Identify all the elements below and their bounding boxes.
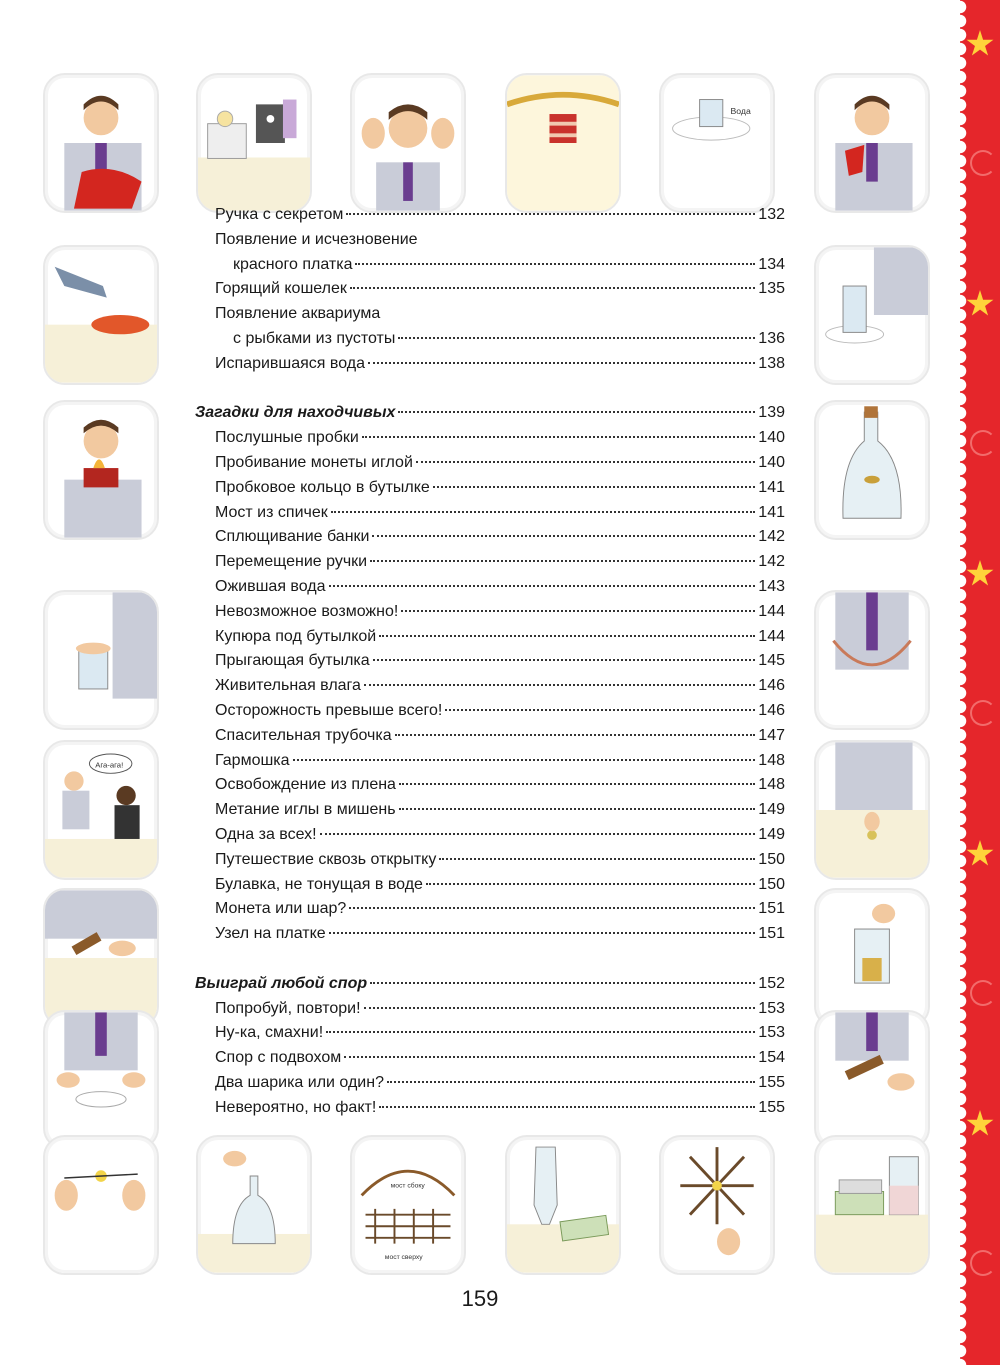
toc-gap xyxy=(195,377,785,402)
toc-leader-dots xyxy=(362,436,755,438)
toc-entry[interactable] xyxy=(195,426,785,451)
illustration-hands-man xyxy=(350,73,466,213)
toc-entry-title: Невозможное возможно! xyxy=(215,602,399,620)
table-of-contents xyxy=(195,203,785,1120)
toc-entry-title: Одна за всех! xyxy=(215,825,317,843)
toc-entry[interactable] xyxy=(195,277,785,302)
toc-entry[interactable] xyxy=(195,550,785,575)
illustration-pouring-pan xyxy=(43,245,159,385)
toc-entry-title: Осторожность превыше всего! xyxy=(215,701,443,719)
toc-entry-page: 140 xyxy=(758,429,785,447)
toc-leader-dots xyxy=(370,560,755,562)
toc-entry-title: Попробуй, повтори! xyxy=(215,999,361,1017)
toc-entry-title: Испарившаяся вода xyxy=(215,354,366,372)
toc-entry[interactable] xyxy=(195,1021,785,1046)
illustration-conversation xyxy=(43,740,159,880)
toc-entry-title: Горящий кошелек xyxy=(215,280,347,298)
illustration-glass-on-doily xyxy=(659,73,775,213)
toc-entry-page: 141 xyxy=(758,478,785,496)
label-speech: Ага-ага! xyxy=(95,760,124,770)
toc-entry[interactable] xyxy=(195,302,785,327)
toc-entry-title: Купюра под бутылкой xyxy=(215,627,377,645)
toc-entry-page: 150 xyxy=(758,850,785,868)
illustration-match-star xyxy=(659,1135,775,1275)
label-bridge-top: мост сверху xyxy=(384,1254,423,1262)
toc-entry[interactable] xyxy=(195,649,785,674)
toc-entry-page: 145 xyxy=(758,652,785,670)
toc-entry-page: 144 xyxy=(758,602,785,620)
toc-entry-page: 155 xyxy=(758,1098,785,1116)
toc-gap xyxy=(195,947,785,972)
toc-leader-dots xyxy=(331,511,756,513)
toc-entry-page: 143 xyxy=(758,577,785,595)
toc-leader-dots xyxy=(399,808,756,810)
toc-entry-title: Невероятно, но факт! xyxy=(215,1098,377,1116)
illustration-coins-glass xyxy=(814,888,930,1028)
toc-entry[interactable] xyxy=(195,1096,785,1121)
toc-section[interactable] xyxy=(195,401,785,426)
toc-leader-dots xyxy=(445,709,755,711)
toc-entry-page: 151 xyxy=(758,900,785,918)
toc-entry-title: Два шарика или один? xyxy=(215,1073,384,1091)
toc-entry-page: 142 xyxy=(758,553,785,571)
toc-entry[interactable] xyxy=(195,798,785,823)
toc-entry-title: Монета или шар? xyxy=(215,900,347,918)
illustration-bottle-cork xyxy=(814,400,930,540)
toc-leader-dots xyxy=(395,734,756,736)
toc-entry[interactable] xyxy=(195,922,785,947)
toc-leader-dots xyxy=(344,1056,755,1058)
toc-entry-title: Перемещение ручки xyxy=(215,553,368,571)
toc-entry-page: 147 xyxy=(758,726,785,744)
illustration-coin-table xyxy=(814,740,930,880)
toc-entry-title: Ну-ка, смахни! xyxy=(215,1024,324,1042)
toc-entry-title: Гармошка xyxy=(215,751,290,769)
toc-entry-title: Сплющивание банки xyxy=(215,528,370,546)
toc-entry-page: 150 xyxy=(758,875,785,893)
page-number: 159 xyxy=(461,1286,499,1311)
toc-leader-dots xyxy=(364,684,755,686)
toc-leader-dots xyxy=(387,1081,755,1083)
toc-entry-title: Пробивание монеты иглой xyxy=(215,453,413,471)
toc-entry-title: Послушные пробки xyxy=(215,429,359,447)
toc-leader-dots xyxy=(426,883,755,885)
toc-entry[interactable] xyxy=(195,1046,785,1071)
toc-leader-dots xyxy=(433,486,755,488)
toc-leader-dots xyxy=(349,907,755,909)
toc-entry-title: Загадки для находчивых xyxy=(195,404,396,422)
illustration-glass-banknotes xyxy=(814,1135,930,1275)
toc-leader-dots xyxy=(372,535,755,537)
toc-leader-dots xyxy=(346,213,755,215)
toc-leader-dots xyxy=(329,585,756,587)
toc-leader-dots xyxy=(293,759,756,761)
toc-entry[interactable] xyxy=(195,848,785,873)
toc-entry[interactable] xyxy=(195,228,785,253)
toc-entry[interactable] xyxy=(195,575,785,600)
toc-leader-dots xyxy=(320,833,756,835)
toc-entry-page: 134 xyxy=(758,255,785,273)
toc-entry-page: 141 xyxy=(758,503,785,521)
label-water: Вода xyxy=(730,106,751,117)
toc-entry[interactable] xyxy=(195,451,785,476)
toc-leader-dots xyxy=(399,783,755,785)
toc-entry[interactable] xyxy=(195,674,785,699)
decorative-side-border xyxy=(960,0,1000,1365)
toc-entry-page: 139 xyxy=(758,404,785,422)
illustration-corks-ring xyxy=(505,73,621,213)
toc-entry[interactable] xyxy=(195,997,785,1022)
toc-leader-dots xyxy=(326,1031,755,1033)
toc-entry-page: 153 xyxy=(758,999,785,1017)
toc-entry-page: 146 xyxy=(758,701,785,719)
toc-entry-title: Пробковое кольцо в бутылке xyxy=(215,478,430,496)
toc-entry[interactable] xyxy=(195,327,785,352)
toc-entry-page: 153 xyxy=(758,1024,785,1042)
toc-entry-title: Выиграй любой спор xyxy=(195,974,368,992)
illustration-scarf-man-right xyxy=(814,73,930,213)
illustration-rope-hands xyxy=(814,590,930,730)
toc-entry-page: 154 xyxy=(758,1049,785,1067)
toc-entry[interactable] xyxy=(195,501,785,526)
toc-entry-page: 142 xyxy=(758,528,785,546)
illustration-aquarium-box xyxy=(196,73,312,213)
label-bridge-side: мост сбоку xyxy=(390,1182,425,1190)
toc-entry-title: Спор с подвохом xyxy=(215,1049,342,1067)
toc-entry-title: с рыбками из пустоты xyxy=(233,329,396,347)
illustration-scarf-man xyxy=(43,73,159,213)
toc-entry[interactable] xyxy=(195,525,785,550)
toc-section[interactable] xyxy=(195,972,785,997)
toc-entry-title: Спасительная трубочка xyxy=(215,726,392,744)
toc-entry-page: 149 xyxy=(758,825,785,843)
toc-leader-dots xyxy=(350,287,755,289)
toc-entry-title: Булавка, не тонущая в воде xyxy=(215,875,423,893)
toc-entry-page: 138 xyxy=(758,354,785,372)
illustration-match-bridge xyxy=(350,1135,466,1275)
illustration-hands-candle xyxy=(43,1010,159,1150)
toc-entry[interactable] xyxy=(195,724,785,749)
toc-leader-dots xyxy=(370,982,755,984)
toc-leader-dots xyxy=(368,362,755,364)
toc-entry-title: Ручка с секретом xyxy=(215,206,344,223)
toc-leader-dots xyxy=(439,858,755,860)
toc-leader-dots xyxy=(379,635,755,637)
toc-entry[interactable] xyxy=(195,476,785,501)
toc-entry-page: 148 xyxy=(758,776,785,794)
toc-entry-title: Путешествие сквозь открытку xyxy=(215,850,437,868)
toc-entry-title: Узел на платке xyxy=(215,925,326,943)
toc-entry-title: Ожившая вода xyxy=(215,577,326,595)
toc-leader-dots xyxy=(373,659,756,661)
illustration-glass-hands xyxy=(43,590,159,730)
toc-entry-title: Прыгающая бутылка xyxy=(215,652,370,670)
toc-leader-dots xyxy=(416,461,755,463)
toc-leader-dots xyxy=(355,263,755,265)
illustration-two-balls xyxy=(43,1135,159,1275)
illustration-burning-wallet xyxy=(43,400,159,540)
toc-entry-page: 155 xyxy=(758,1073,785,1091)
toc-entry[interactable] xyxy=(195,352,785,377)
toc-entry-title: Появление аквариума xyxy=(215,305,381,323)
toc-entry[interactable] xyxy=(195,600,785,625)
toc-entry-page: 148 xyxy=(758,751,785,769)
toc-entry-page: 152 xyxy=(758,974,785,992)
toc-entry[interactable] xyxy=(195,873,785,898)
toc-entry[interactable] xyxy=(195,699,785,724)
toc-entry[interactable] xyxy=(195,625,785,650)
toc-entry-page: 132 xyxy=(758,206,785,223)
illustration-hands-knife-right xyxy=(814,1010,930,1150)
toc-leader-dots xyxy=(398,337,755,339)
toc-entry[interactable] xyxy=(195,1071,785,1096)
illustration-bottle-banknote xyxy=(505,1135,621,1275)
toc-leader-dots xyxy=(364,1007,756,1009)
toc-entry-title: Живительная влага xyxy=(215,677,361,695)
toc-entry-title: красного платка xyxy=(233,255,353,273)
illustration-bottle-drop xyxy=(196,1135,312,1275)
toc-entry-page: 149 xyxy=(758,801,785,819)
toc-entry-title: Освобождение из плена xyxy=(215,776,396,794)
toc-entry[interactable] xyxy=(195,203,785,228)
toc-leader-dots xyxy=(398,411,755,413)
toc-leader-dots xyxy=(401,610,755,612)
toc-leader-dots xyxy=(329,932,756,934)
illustration-hands-knife xyxy=(43,888,159,1028)
toc-entry-page: 151 xyxy=(758,925,785,943)
toc-leader-dots xyxy=(379,1106,755,1108)
toc-entry[interactable] xyxy=(195,253,785,278)
toc-entry-title: Метание иглы в мишень xyxy=(215,801,396,819)
toc-entry-page: 135 xyxy=(758,280,785,298)
toc-entry-page: 144 xyxy=(758,627,785,645)
illustration-glass-aquarium xyxy=(814,245,930,385)
toc-entry-page: 146 xyxy=(758,677,785,695)
toc-entry-page: 140 xyxy=(758,453,785,471)
toc-entry-title: Мост из спичек xyxy=(215,503,328,521)
toc-entry[interactable] xyxy=(195,897,785,922)
toc-entry-title: Появление и исчезновение xyxy=(215,230,418,248)
toc-entry[interactable] xyxy=(195,823,785,848)
toc-entry[interactable] xyxy=(195,773,785,798)
toc-entry[interactable] xyxy=(195,749,785,774)
toc-entry-page: 136 xyxy=(758,329,785,347)
